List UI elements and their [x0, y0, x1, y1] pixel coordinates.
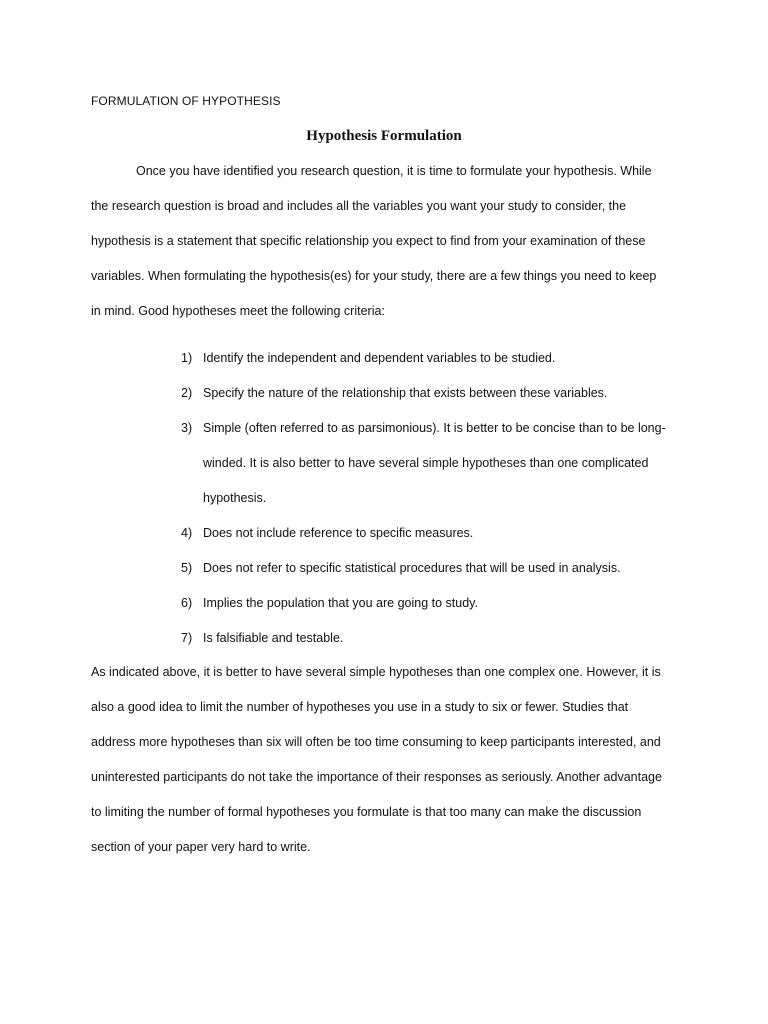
paragraph-line: section of your paper very hard to write. — [91, 840, 311, 854]
list-number: 4) — [181, 526, 193, 540]
paragraph-line: variables. When formulating the hypothesis(es) for your study, there are a few things you need to keep — [91, 269, 657, 283]
list-item — [181, 341, 691, 376]
paragraph-line: the research question is broad and includes all the variables you want your study to consider, the — [91, 199, 627, 213]
intro-paragraph — [91, 154, 691, 329]
list-item-text: hypothesis. — [203, 491, 267, 505]
paragraph-line: address more hypotheses than six will often be too time consuming to keep participants interested, and — [91, 735, 661, 749]
list-item-text: Implies the population that you are going to study. — [203, 596, 478, 610]
list-item-text: Simple (often referred to as parsimonious). It is better to be concise than to be long- — [203, 421, 666, 435]
list-item-text: Does not include reference to specific measures. — [203, 526, 474, 540]
paragraph-line: in mind. Good hypotheses meet the following criteria: — [91, 304, 385, 318]
criteria-list — [181, 341, 691, 656]
list-number: 2) — [181, 386, 193, 400]
paragraph-line: hypothesis is a statement that specific relationship you expect to find from your examination of these — [91, 234, 646, 248]
list-number: 1) — [181, 351, 193, 365]
list-item — [181, 411, 691, 516]
list-item-text: Specify the nature of the relationship that exists between these variables. — [203, 386, 608, 400]
list-number: 3) — [181, 421, 193, 435]
list-item — [181, 376, 691, 411]
paragraph-line: to limiting the number of formal hypotheses you formulate is that too many can make the discussion — [91, 805, 642, 819]
closing-paragraph — [91, 655, 691, 865]
list-item-text: winded. It is also better to have several simple hypotheses than one complicated — [203, 456, 649, 470]
paragraph-line: uninterested participants do not take the importance of their responses as seriously. Another advantage — [91, 770, 662, 784]
paragraph-line: also a good idea to limit the number of hypotheses you use in a study to six or fewer. Studies that — [91, 700, 629, 714]
list-item — [181, 586, 691, 621]
list-number: 7) — [181, 631, 193, 645]
list-number: 6) — [181, 596, 193, 610]
list-item — [181, 516, 691, 551]
list-item-text: Does not refer to specific statistical procedures that will be used in analysis. — [203, 561, 621, 575]
document-title: Hypothesis Formulation — [306, 128, 462, 144]
list-item — [181, 621, 691, 656]
list-item — [181, 551, 691, 586]
list-item-text: Identify the independent and dependent variables to be studied. — [203, 351, 556, 365]
list-item-text: Is falsifiable and testable. — [203, 631, 344, 645]
paragraph-line: Once you have identified you research question, it is time to formulate your hypothesis. While — [136, 164, 652, 178]
list-number: 5) — [181, 561, 193, 575]
section-heading: FORMULATION OF HYPOTHESIS — [91, 94, 281, 108]
paragraph-line: As indicated above, it is better to have several simple hypotheses than one complex one. However, it is — [91, 665, 661, 679]
